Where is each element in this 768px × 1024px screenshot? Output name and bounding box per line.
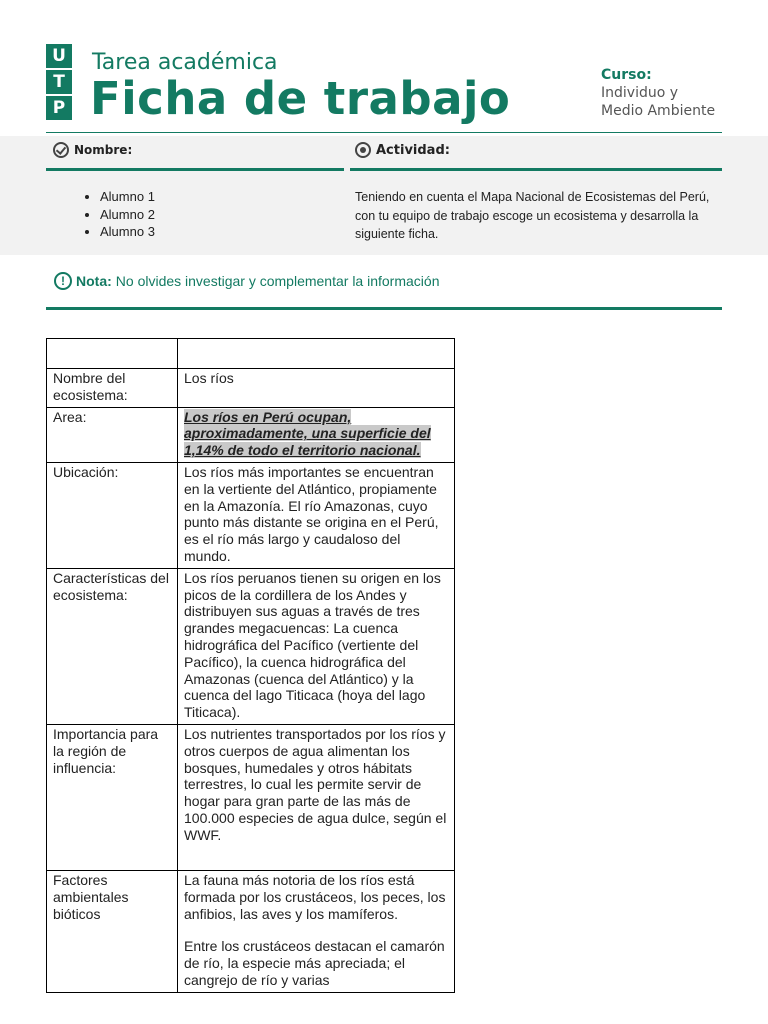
row-value xyxy=(178,339,455,369)
highlighted-area-text: Los ríos en Perú ocupan, aproximadamente, una superficie del 1,14% de todo el territorio nacional. xyxy=(184,408,431,459)
row-value: Los ríos peruanos tienen su origen en los picos de la cordillera de los Andes y distribuyen sus aguas a través de tres grandes megacuencas: La cuenca hidrográfica del Pacífico (vertiente del Pacífico), la cuenca hidrográfica del Amazonas (cuenca del Atlántico) y la cuenca del lago Titicaca (hoya del lago Titicaca). xyxy=(178,568,455,724)
row-label: Importancia para la región de influencia: xyxy=(47,724,178,870)
logo-letter-u: U xyxy=(46,44,72,68)
activity-text: Teniendo en cuenta el Mapa Nacional de Ecosistemas del Perú, con tu equipo de trabajo escoge un ecosistema y desarrolla la siguiente ficha. xyxy=(355,190,710,241)
table-row xyxy=(47,369,455,408)
utp-logo xyxy=(46,44,72,122)
target-icon xyxy=(355,142,371,158)
note-divider xyxy=(46,307,722,310)
activity-field-header xyxy=(355,142,450,158)
note-label: Nota: xyxy=(76,273,112,289)
table-row xyxy=(47,407,455,462)
list-item: • Alumno 2 xyxy=(100,206,155,224)
list-item: • Alumno 1 xyxy=(100,188,155,206)
table-row xyxy=(47,462,455,568)
course-name-line1: Individuo y xyxy=(601,85,679,101)
table-row xyxy=(47,568,455,724)
course-name-line2: Medio Ambiente xyxy=(601,103,716,119)
check-circle-icon xyxy=(53,142,69,158)
row-value: Los ríos más importantes se encuentran en la vertiente del Atlántico, propiamente en la Amazonía. El río Amazonas, cuyo punto más distante se origina en el Perú, es el río más largo y caudaloso del mundo. xyxy=(178,462,455,568)
note xyxy=(54,272,439,290)
row-label: Características del ecosistema: xyxy=(47,568,178,724)
row-value: Los nutrientes transportados por los ríos y otros cuerpos de agua alimentan los bosques, humedales y otros hábitats terrestres, lo cual les permite servir de hogar para gran parte de las más de 100.000 especies de agua dulce, según el WWF. xyxy=(178,724,455,870)
name-label: Nombre: xyxy=(74,143,133,157)
row-label: Area: xyxy=(47,407,178,462)
row-value xyxy=(178,407,455,462)
biotic-paragraph-1: La fauna más notoria de los ríos está formada por los crustáceos, los peces, los anfibios, las aves y los mamíferos. xyxy=(184,871,446,922)
table-row xyxy=(47,339,455,369)
name-field-underline xyxy=(46,168,344,171)
doc-title: Ficha de trabajo xyxy=(90,72,511,125)
row-label: Ubicación: xyxy=(47,462,178,568)
note-text: No olvides investigar y complementar la información xyxy=(115,273,440,289)
doc-kicker: Tarea académica xyxy=(92,50,278,75)
header-divider xyxy=(46,132,722,133)
table-row xyxy=(47,870,455,992)
exclamation-circle-icon: ! xyxy=(54,272,72,290)
course-info xyxy=(601,66,715,120)
activity-label: Actividad: xyxy=(376,142,450,158)
logo-letter-p: P xyxy=(46,96,72,120)
list-item: • Alumno 3 xyxy=(100,223,155,241)
name-field-header xyxy=(53,142,132,158)
row-label xyxy=(47,339,178,369)
student-list xyxy=(78,188,155,241)
biotic-paragraph-2: Entre los crustáceos destacan el camarón de río, la especie más apreciada; el cangrejo de río y varias xyxy=(184,938,445,988)
logo-letter-t: T xyxy=(46,70,72,94)
table-row xyxy=(47,724,455,870)
row-label: Factores ambientales bióticos xyxy=(47,870,178,992)
row-label: Nombre del ecosistema: xyxy=(47,369,178,408)
course-label: Curso: xyxy=(601,67,652,83)
activity-field-underline xyxy=(350,168,722,171)
row-value xyxy=(178,870,455,992)
row-value: Los ríos xyxy=(178,369,455,408)
ecosystem-table xyxy=(46,338,455,993)
